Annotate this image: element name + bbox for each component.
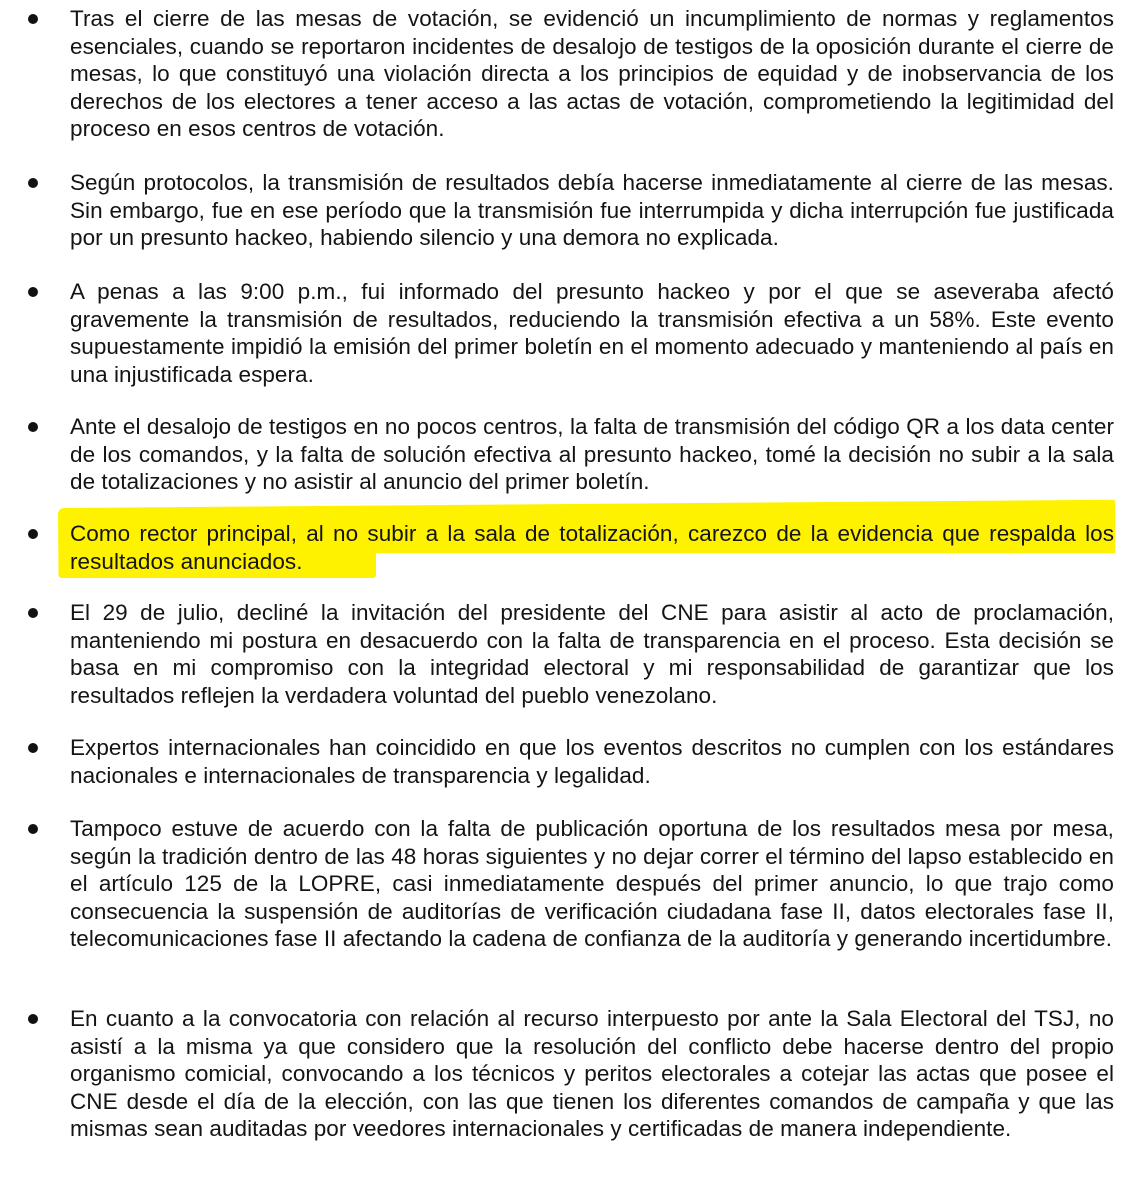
paragraph-text: El 29 de julio, decliné la invitación del presidente del CNE para asistir al acto de proclamación, manteniendo mi postura en desacuerdo con la falta de transparencia en el proceso. Esta decisión se basa en mi compromiso con la integridad electoral y mi responsabilidad de garantizar que los resultados reflejen la verdadera voluntad del pueblo venezolano. bbox=[70, 600, 1114, 708]
paragraph-text: Expertos internacionales han coincidido en que los eventos descritos no cumplen con los estándares nacionales e internacionales de transparencia y legalidad. bbox=[70, 735, 1114, 788]
list-item bbox=[70, 815, 1114, 953]
bullet-dot-icon bbox=[28, 178, 38, 188]
list-item bbox=[70, 169, 1114, 252]
paragraph-text: En cuanto a la convocatoria con relación al recurso interpuesto por ante la Sala Electoral del TSJ, no asistí a la misma ya que considero que la resolución del conflicto debe hacerse dentro del propio organismo comicial, convocando a los técnicos y peritos electorales a cotejar las actas que posee el CNE desde el día de la elección, con las que tienen los diferentes comandos de campaña y que las mismas sean auditadas por veedores internacionales y certificadas de manera independiente. bbox=[70, 1006, 1114, 1141]
list-item bbox=[70, 599, 1114, 709]
bullet-dot-icon bbox=[28, 287, 38, 297]
bullet-dot-icon bbox=[28, 422, 38, 432]
list-item-highlighted bbox=[70, 520, 1114, 575]
bullet-dot-icon bbox=[28, 14, 38, 24]
list-item bbox=[70, 734, 1114, 789]
bullet-dot-icon bbox=[28, 743, 38, 753]
paragraph-text: Según protocolos, la transmisión de resultados debía hacerse inmediatamente al cierre de las mesas. Sin embargo, fue en ese período que la transmisión fue interrumpida y dicha interrupción fue justificada por un presunto hackeo, habiendo silencio y una demora no explicada. bbox=[70, 170, 1114, 250]
paragraph-text: A penas a las 9:00 p.m., fui informado del presunto hackeo y por el que se aseveraba afectó gravemente la transmisión de resultados, reduciendo la transmisión efectiva a un 58%. Este evento supuestamente impidió la emisión del primer boletín en el momento adecuado y manteniendo al país en una injustificada espera. bbox=[70, 279, 1114, 387]
highlighted-paragraph-text: Como rector principal, al no subir a la sala de totalización, carezco de la evidencia que respalda los resultados anunciados. bbox=[70, 521, 1114, 574]
paragraph-text: Tampoco estuve de acuerdo con la falta de publicación oportuna de los resultados mesa por mesa, según la tradición dentro de las 48 horas siguientes y no dejar correr el término del lapso establecido en el artículo 125 de la LOPRE, casi inmediatamente después del primer anuncio, lo que trajo como consecuencia la suspensión de auditorías de verificación ciudadana fase II, datos electorales fase II, telecomunicaciones fase II afectando la cadena de confianza de la auditoría y generando incertidumbre. bbox=[70, 816, 1114, 951]
bullet-dot-icon bbox=[28, 824, 38, 834]
list-item bbox=[70, 278, 1114, 388]
paragraph-text: Ante el desalojo de testigos en no pocos centros, la falta de transmisión del código QR a los data center de los comandos, y la falta de solución efectiva al presunto hackeo, tomé la decisión no subir a la sala de totalizaciones y no asistir al anuncio del primer boletín. bbox=[70, 414, 1114, 494]
list-item bbox=[70, 5, 1114, 143]
paragraph-text: Tras el cierre de las mesas de votación, se evidenció un incumplimiento de normas y reglamentos esenciales, cuando se reportaron incidentes de desalojo de testigos de la oposición durante el cierre de mesas, lo que constituyó una violación directa a los principios de equidad y de inobservancia de los derechos de los electores a tener acceso a las actas de votación, comprometiendo la legitimidad del proceso en esos centros de votación. bbox=[70, 6, 1114, 141]
bullet-dot-icon bbox=[28, 529, 38, 539]
list-item bbox=[70, 413, 1114, 496]
list-item bbox=[70, 1005, 1114, 1143]
bullet-dot-icon bbox=[28, 608, 38, 618]
bullet-dot-icon bbox=[28, 1014, 38, 1024]
